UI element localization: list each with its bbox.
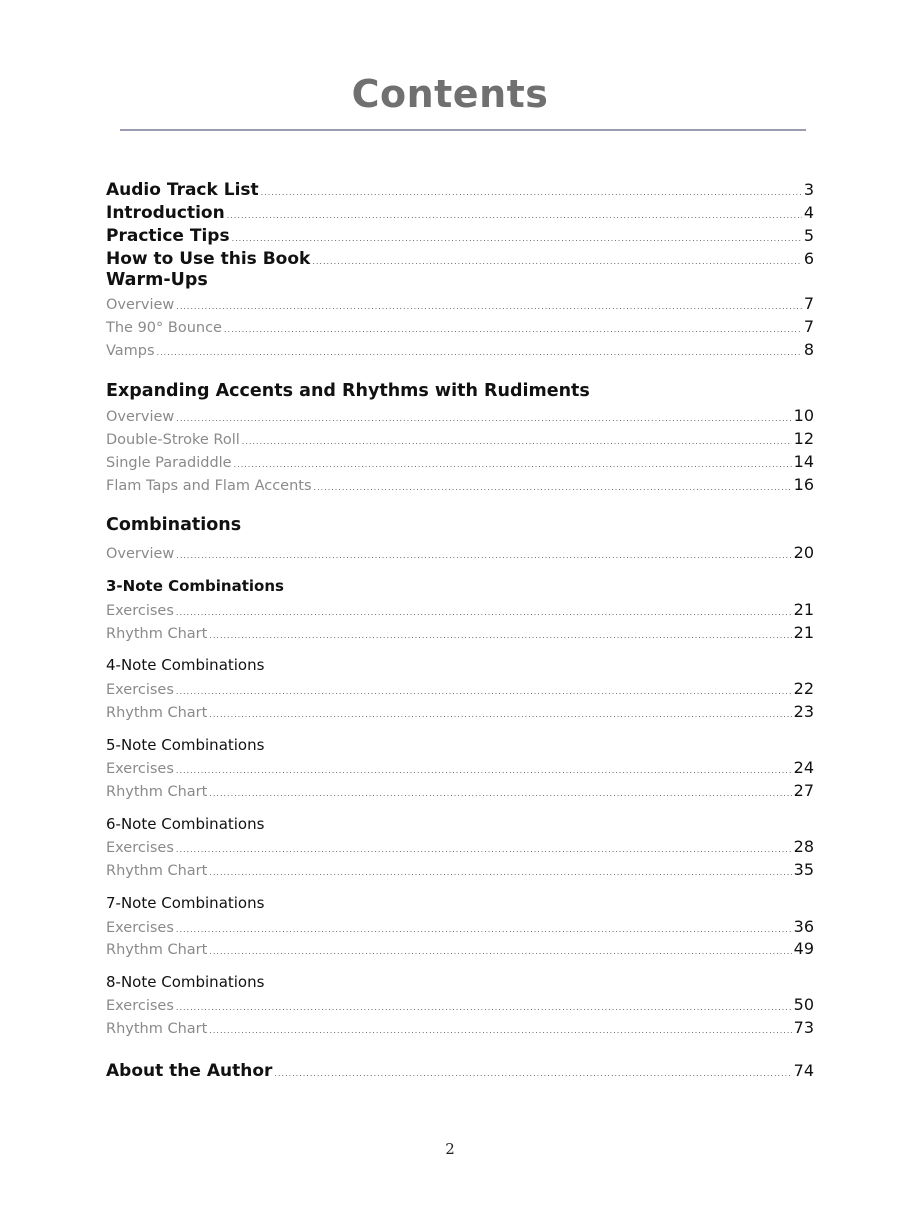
toc-entry-label: Exercises xyxy=(106,840,174,856)
toc-entry-3-note-exercises[interactable] xyxy=(106,600,814,619)
toc-entry-label: Practice Tips xyxy=(106,226,230,246)
toc-entry-page: 4 xyxy=(803,203,814,222)
toc-entry-label: About the Author xyxy=(106,1061,273,1081)
toc-entry-3-note-rhythm-chart[interactable] xyxy=(106,623,814,642)
dot-leader xyxy=(314,483,792,492)
toc-entry-label: Double-Stroke Roll xyxy=(106,432,240,448)
toc-entry-label: Exercises xyxy=(106,998,174,1014)
group-title-8-note: 8-Note Combinations xyxy=(106,973,265,991)
toc-entry-label: Vamps xyxy=(106,343,155,359)
toc-entry-5-note-rhythm-chart[interactable] xyxy=(106,781,814,800)
dot-leader xyxy=(209,947,791,956)
title-divider xyxy=(120,129,806,131)
toc-entry-8-note-exercises[interactable] xyxy=(106,995,814,1014)
dot-leader xyxy=(176,608,792,617)
toc-entry-label: Single Paradiddle xyxy=(106,455,232,471)
toc-entry-label: Rhythm Chart xyxy=(106,705,208,721)
toc-entry-90-bounce[interactable] xyxy=(106,317,814,336)
page-title: Contents xyxy=(351,72,549,116)
toc-entry-4-note-exercises[interactable] xyxy=(106,679,814,698)
page-number: 2 xyxy=(445,1140,455,1158)
dot-leader xyxy=(209,868,791,877)
toc-entry-single-paradiddle[interactable] xyxy=(106,452,814,471)
dot-leader xyxy=(261,188,802,197)
toc-entry-8-note-rhythm-chart[interactable] xyxy=(106,1018,814,1037)
toc-entry-7-note-rhythm-chart[interactable] xyxy=(106,939,814,958)
toc-entry-label: Flam Taps and Flam Accents xyxy=(106,478,312,494)
dot-leader xyxy=(176,551,791,560)
section-heading-combinations: Combinations xyxy=(106,515,242,535)
toc-entry-page: 12 xyxy=(793,429,814,448)
dot-leader xyxy=(209,710,791,719)
toc-entry-page: 35 xyxy=(793,860,814,879)
dot-leader xyxy=(176,766,792,775)
toc-entry-vamps[interactable] xyxy=(106,340,814,359)
group-title-4-note: 4-Note Combinations xyxy=(106,656,265,674)
dot-leader xyxy=(176,302,802,311)
toc-entry-label: Rhythm Chart xyxy=(106,863,208,879)
toc-entry-6-note-exercises[interactable] xyxy=(106,837,814,856)
toc-entry-label: Exercises xyxy=(106,682,174,698)
toc-entry-audio-track-list[interactable] xyxy=(106,180,814,200)
toc-entry-label: Audio Track List xyxy=(106,180,259,200)
toc-entry-double-stroke-roll[interactable] xyxy=(106,429,814,448)
dot-leader xyxy=(242,437,792,446)
toc-entry-label: Introduction xyxy=(106,203,225,223)
toc-entry-6-note-rhythm-chart[interactable] xyxy=(106,860,814,879)
toc-entry-flam-taps[interactable] xyxy=(106,475,814,494)
toc-entry-label: Overview xyxy=(106,546,175,562)
toc-entry-label: The 90° Bounce xyxy=(106,320,222,336)
toc-entry-page: 16 xyxy=(793,475,814,494)
dot-leader xyxy=(234,460,792,469)
toc-entry-5-note-exercises[interactable] xyxy=(106,758,814,777)
toc-entry-label: Overview xyxy=(106,409,175,425)
dot-leader xyxy=(227,211,802,220)
group-title-3-note: 3-Note Combinations xyxy=(106,577,284,595)
toc-entry-page: 8 xyxy=(803,340,814,359)
toc-entry-page: 5 xyxy=(803,226,814,245)
toc-entry-expanding-overview[interactable] xyxy=(106,406,814,425)
toc-entry-label: Rhythm Chart xyxy=(106,784,208,800)
toc-entry-practice-tips[interactable] xyxy=(106,226,814,246)
toc-entry-about-the-author[interactable] xyxy=(106,1061,814,1081)
group-title-5-note: 5-Note Combinations xyxy=(106,736,265,754)
dot-leader xyxy=(176,925,792,934)
dot-leader xyxy=(176,1003,792,1012)
toc-entry-page: 7 xyxy=(803,294,814,313)
section-heading-warm-ups: Warm-Ups xyxy=(106,270,208,290)
dot-leader xyxy=(157,348,802,357)
toc-entry-label: Exercises xyxy=(106,920,174,936)
toc-entry-page: 21 xyxy=(793,600,814,619)
toc-entry-page: 24 xyxy=(793,758,814,777)
toc-entry-label: Rhythm Chart xyxy=(106,626,208,642)
dot-leader xyxy=(209,1026,791,1035)
toc-entry-combinations-overview[interactable] xyxy=(106,543,814,562)
dot-leader xyxy=(224,325,802,334)
toc-entry-introduction[interactable] xyxy=(106,203,814,223)
dot-leader xyxy=(176,845,792,854)
toc-entry-label: How to Use this Book xyxy=(106,249,311,269)
toc-entry-page: 74 xyxy=(793,1061,814,1080)
dot-leader xyxy=(176,687,792,696)
toc-entry-4-note-rhythm-chart[interactable] xyxy=(106,702,814,721)
toc-entry-page: 6 xyxy=(803,249,814,268)
toc-entry-label: Overview xyxy=(106,297,175,313)
dot-leader xyxy=(232,234,802,243)
toc-entry-page: 50 xyxy=(793,995,814,1014)
toc-entry-page: 21 xyxy=(793,623,814,642)
toc-entry-7-note-exercises[interactable] xyxy=(106,917,814,936)
toc-entry-label: Rhythm Chart xyxy=(106,1021,208,1037)
toc-entry-page: 7 xyxy=(803,317,814,336)
toc-entry-page: 14 xyxy=(793,452,814,471)
toc-entry-page: 10 xyxy=(793,406,814,425)
dot-leader xyxy=(209,631,791,640)
toc-entry-page: 73 xyxy=(793,1018,814,1037)
toc-entry-label: Exercises xyxy=(106,761,174,777)
dot-leader xyxy=(274,1069,791,1078)
toc-entry-page: 23 xyxy=(793,702,814,721)
section-heading-expanding: Expanding Accents and Rhythms with Rudiments xyxy=(106,381,590,401)
toc-entry-page: 36 xyxy=(793,917,814,936)
toc-entry-label: Rhythm Chart xyxy=(106,942,208,958)
dot-leader xyxy=(176,414,791,423)
toc-entry-page: 20 xyxy=(793,543,814,562)
toc-entry-page: 49 xyxy=(793,939,814,958)
group-title-7-note: 7-Note Combinations xyxy=(106,894,265,912)
toc-entry-page: 22 xyxy=(793,679,814,698)
toc-entry-how-to-use[interactable] xyxy=(106,249,814,269)
dot-leader xyxy=(209,789,791,798)
toc-entry-warmups-overview[interactable] xyxy=(106,294,814,313)
toc-entry-page: 28 xyxy=(793,837,814,856)
toc-entry-label: Exercises xyxy=(106,603,174,619)
toc-entry-page: 3 xyxy=(803,180,814,199)
toc-entry-page: 27 xyxy=(793,781,814,800)
dot-leader xyxy=(312,257,801,266)
group-title-6-note: 6-Note Combinations xyxy=(106,815,265,833)
